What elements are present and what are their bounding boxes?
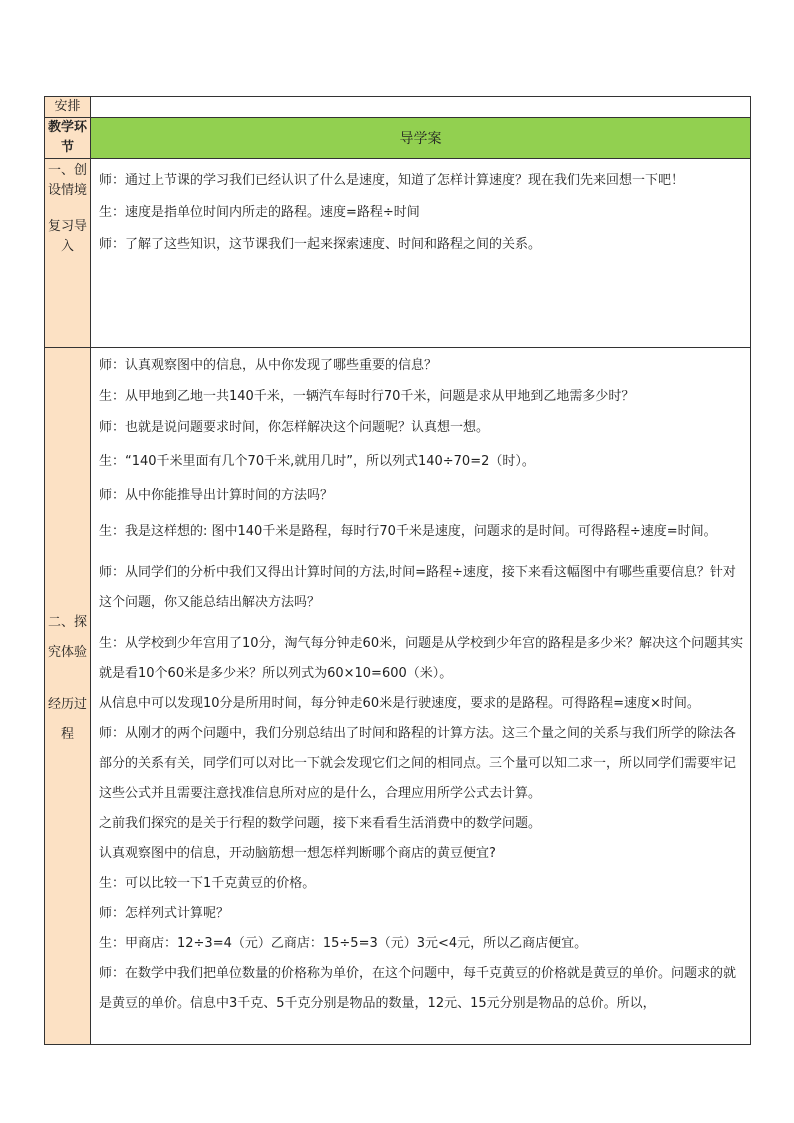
dialogue-line: 之前我们探究的是关于行程的数学问题，接下来看看生活消费中的数学问题。 (99, 816, 542, 831)
section-review-content (91, 159, 751, 348)
section-column-header (45, 118, 91, 159)
arrangement-label-text: 安排 (54, 99, 81, 114)
dialogue-line: 生：“140千米里面有几个70千米,就用几时”，所以列式140÷70=2（时）。 (99, 454, 535, 469)
dialogue-line: 师：了解了这些知识，这节课我们一起来探索速度、时间和路程之间的关系。 (99, 237, 542, 252)
section-explore-title: 二、探究体验 (47, 615, 87, 660)
section-explore-content (91, 348, 751, 1045)
arrangement-label (45, 97, 91, 118)
dialogue-line: 认真观察图中的信息，开动脑筋想一想怎样判断哪个商店的黄豆便宜? (99, 846, 496, 861)
dialogue-line: 生：可以比较一下1千克黄豆的价格。 (99, 876, 316, 891)
section-explore-subtitle: 经历过程 (47, 697, 87, 742)
dialogue-line: 从信息中可以发现10分是所用时间，每分钟走60米是行驶速度，要求的是路程。可得路程=速度×时间。 (99, 696, 700, 711)
section-explore-label (45, 348, 91, 1045)
dialogue-line: 师：怎样列式计算呢？ (99, 906, 230, 921)
dialogue-line: 师：在数学中我们把单位数量的价格称为单价，在这个问题中，每千克黄豆的价格就是黄豆的单价。问题求的就是黄豆的单价。信息中3千克、5千克分别是物品的数量，12元、15元分别是物品的总价。所以， (99, 966, 737, 1011)
lesson-plan-table (44, 96, 751, 1045)
dialogue-line: 师：认真观察图中的信息，从中你发现了哪些重要的信息？ (99, 358, 438, 373)
dialogue-line: 生：速度是指单位时间内所走的路程。速度=路程÷时间 (99, 205, 420, 220)
dialogue-line: 师：从中你能推导出计算时间的方法吗？ (99, 488, 334, 503)
section-review-label (45, 159, 91, 348)
dialogue-line: 生：从甲地到乙地一共140千米，一辆汽车每时行70千米，问题是求从甲地到乙地需多少时？ (99, 389, 635, 404)
header-row (45, 118, 751, 159)
dialogue-line: 师：从刚才的两个问题中，我们分别总结出了时间和路程的计算方法。这三个量之间的关系与我们所学的除法各部分的关系有关，同学们可以对比一下就会发现它们之间的相同点。三个量可以知二求一，所以同学们需要牢记这些公式并且需要注意找准信息所对应的是什么，合理应用所学公式去计算。 (99, 726, 737, 801)
dialogue-line: 师：从同学们的分析中我们又得出计算时间的方法,时间=路程÷速度，接下来看这幅图中有哪些重要信息？针对这个问题，你又能总结出解决方法吗？ (99, 565, 736, 610)
dialogue-line: 生：我是这样想的: 图中140千米是路程，每时行70千米是速度，问题求的是时间。可得路程÷速度=时间。 (99, 524, 717, 539)
dialogue-line: 生：甲商店：12÷3=4（元）乙商店：15÷5=3（元）3元<4元，所以乙商店便宜。 (99, 936, 588, 951)
section-explore-row (45, 348, 751, 1045)
dialogue-line: 师：通过上节课的学习我们已经认识了什么是速度，知道了怎样计算速度？现在我们先来回想一下吧！ (99, 173, 685, 188)
section-review-title: 一、创设情境 (47, 163, 87, 198)
section-review-subtitle: 复习导入 (47, 219, 87, 254)
section-review-row (45, 159, 751, 348)
arrangement-content (91, 97, 751, 118)
arrangement-row (45, 97, 751, 118)
section-column-header-text: 教学环节 (47, 120, 87, 155)
guide-title: 导学案 (91, 118, 751, 159)
dialogue-line: 生：从学校到少年宫用了10分，淘气每分钟走60米，问题是从学校到少年宫的路程是多少米？解决这个问题其实就是看10个60米是多少米？所以列式为60×10=600（米）。 (99, 636, 744, 681)
dialogue-line: 师：也就是说问题要求时间，你怎样解决这个问题呢？认真想一想。 (99, 420, 490, 435)
